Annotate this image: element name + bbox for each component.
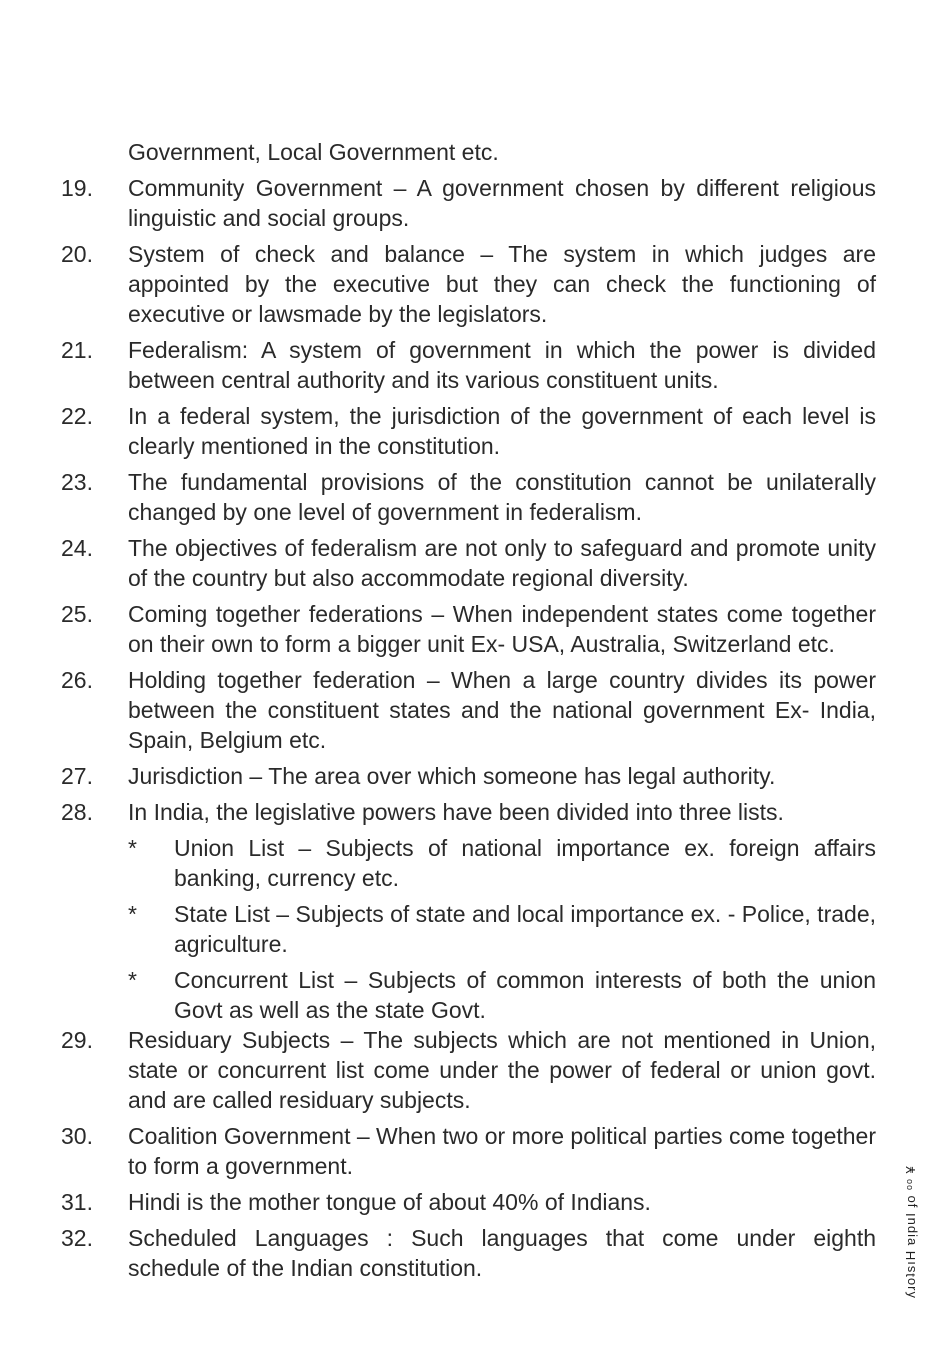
list-item xyxy=(0,533,946,593)
item-text: Scheduled Languages : Such languages that come under eighth schedule of the Indian constitution. xyxy=(128,1225,876,1281)
item-number: 31. xyxy=(61,1189,93,1215)
item-number: 29. xyxy=(61,1027,93,1053)
item-number: 27. xyxy=(61,763,93,789)
item-text: The fundamental provisions of the constitution cannot be unilaterally changed by one level of government in federalism. xyxy=(128,469,876,525)
list-item xyxy=(0,797,946,827)
list-item-continuation xyxy=(0,137,946,167)
item-number: 25. xyxy=(61,601,93,627)
continuation-text: Government, Local Government etc. xyxy=(128,139,499,165)
item-text: Residuary Subjects – The subjects which are not mentioned in Union, state or concurrent list come under the power of federal or union govt. and are called residuary subjects. xyxy=(128,1027,876,1113)
list-item xyxy=(0,1223,946,1283)
item-text: Coming together federations – When independent states come together on their own to form a bigger unit Ex- USA, Australia, Switzerland etc. xyxy=(128,601,876,657)
item-text: Holding together federation – When a large country divides its power between the constituent states and the national government Ex- India, Spain, Belgium etc. xyxy=(128,667,876,753)
bullet-star: * xyxy=(128,835,137,861)
item-number: 28. xyxy=(61,799,93,825)
sublist-text: Union List – Subjects of national importance ex. foreign affairs banking, currency etc. xyxy=(174,835,876,891)
item-number: 23. xyxy=(61,469,93,495)
sublist-item xyxy=(0,965,946,1025)
item-text: In a federal system, the jurisdiction of the government of each level is clearly mentioned in the constitution. xyxy=(128,403,876,459)
list-item xyxy=(0,467,946,527)
list-item xyxy=(0,1187,946,1217)
list-item xyxy=(0,665,946,755)
item-text: The objectives of federalism are not only to safeguard and promote unity of the country but also accommodate regional diversity. xyxy=(128,535,876,591)
bullet-star: * xyxy=(128,967,137,993)
side-margin-text: ʎɹoʇsıH ɐᴉpuI ɟo ᵒᵒ ¥ xyxy=(903,1165,918,1298)
bullet-star: * xyxy=(128,901,137,927)
sublist-item xyxy=(0,833,946,893)
sublist-item xyxy=(0,899,946,959)
item-number: 24. xyxy=(61,535,93,561)
list-item xyxy=(0,761,946,791)
list-item xyxy=(0,335,946,395)
item-number: 30. xyxy=(61,1123,93,1149)
sublist-text: Concurrent List – Subjects of common interests of both the union Govt as well as the state Govt. xyxy=(174,967,876,1023)
item-text: Community Government – A government chosen by different religious linguistic and social groups. xyxy=(128,175,876,231)
list-item xyxy=(0,401,946,461)
item-number: 21. xyxy=(61,337,93,363)
item-number: 22. xyxy=(61,403,93,429)
item-number: 19. xyxy=(61,175,93,201)
list-item xyxy=(0,1121,946,1181)
document-page xyxy=(0,137,946,1283)
list-item xyxy=(0,173,946,233)
item-text: Coalition Government – When two or more political parties come together to form a government. xyxy=(128,1123,876,1179)
item-number: 32. xyxy=(61,1225,93,1251)
sublist-text: State List – Subjects of state and local importance ex. - Police, trade, agriculture. xyxy=(174,901,876,957)
list-item xyxy=(0,1025,946,1115)
list-item xyxy=(0,239,946,329)
item-text: In India, the legislative powers have been divided into three lists. xyxy=(128,799,784,825)
item-text: System of check and balance – The system in which judges are appointed by the executive but they can check the functioning of executive or lawsmade by the legislators. xyxy=(128,241,876,327)
list-item xyxy=(0,599,946,659)
item-number: 26. xyxy=(61,667,93,693)
item-number: 20. xyxy=(61,241,93,267)
item-text: Jurisdiction – The area over which someone has legal authority. xyxy=(128,763,776,789)
item-text: Hindi is the mother tongue of about 40% of Indians. xyxy=(128,1189,651,1215)
item-text: Federalism: A system of government in which the power is divided between central authority and its various constituent units. xyxy=(128,337,876,393)
